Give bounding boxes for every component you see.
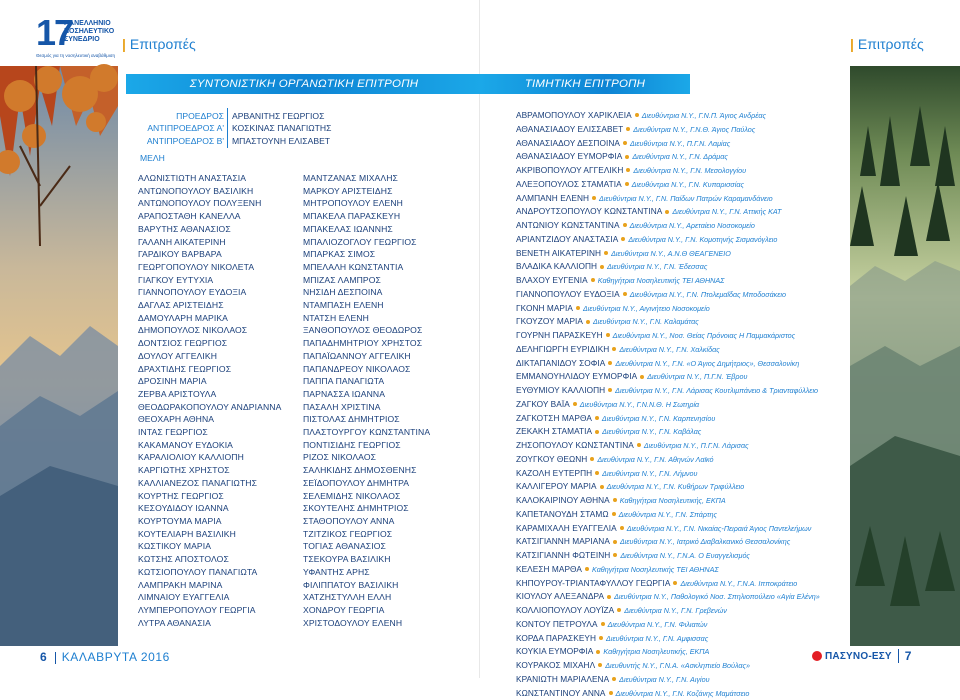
- honorary-member-row: [516, 205, 820, 219]
- member-name: ΧΡΙΣΤΟΔΟΥΛΟΥ ΕΛΕΝΗ: [303, 617, 430, 630]
- bullet-dot-icon: [635, 113, 639, 117]
- honorary-member-name: ΑΚΡΙΒΟΠΟΥΛΟΥ ΑΓΓΕΛΙΚΗ: [516, 165, 623, 175]
- member-name: ΚΩΤΣΙΟΠΟΥΛΟΥ ΠΑΝΑΓΙΩΤΑ: [138, 566, 281, 579]
- member-name: ΝΗΣΙΔΗ ΔΕΣΠΟΙΝΑ: [303, 286, 430, 299]
- member-name: ΧΑΤΖΗΣΤΥΛΛΗ ΕΛΛΗ: [303, 591, 430, 604]
- bullet-dot-icon: [621, 237, 625, 241]
- honorary-member-role: Διευθύντρια Ν.Υ., Γ.Ν. Γρεβενών: [624, 606, 727, 615]
- honorary-member-role: Διευθύντρια Ν.Υ., Αιγινήτειο Νοσοκομείο: [583, 304, 710, 313]
- member-name: ΠΑΠΑΝΔΡΕΟΥ ΝΙΚΟΛΑΟΣ: [303, 363, 430, 376]
- honorary-member-name: ΚΑΛΟΚΑΙΡΙΝΟΥ ΑΘΗΝΑ: [516, 495, 610, 505]
- member-name: ΦΙΛΙΠΠΑΤΟΥ ΒΑΣΙΛΙΚΗ: [303, 579, 430, 592]
- member-name: ΧΟΝΔΡΟΥ ΓΕΩΡΓΙΑ: [303, 604, 430, 617]
- bullet-dot-icon: [612, 677, 616, 681]
- honorary-member-row: [516, 632, 820, 646]
- honorary-member-role: Διευθύντρια Ν.Υ., Γ.Ν.Θ. Άγιος Παύλος: [633, 125, 755, 134]
- honorary-member-row: [516, 453, 820, 467]
- member-name: ΜΠΙΖΑΣ ΛΑΜΠΡΟΣ: [303, 274, 430, 287]
- honorary-member-row: [516, 563, 820, 577]
- honorary-member-row: [516, 577, 820, 591]
- bullet-dot-icon: [596, 650, 600, 654]
- officer-name: ΜΠΑΣΤΟΥΝΗ ΕΛΙΣΑΒΕΤ: [232, 135, 331, 147]
- member-name: ΘΕΟΧΑΡΗ ΑΘΗΝΑ: [138, 413, 281, 426]
- honorary-member-row: [516, 137, 820, 151]
- member-name: ΔΟΝΤΣΙΟΣ ΓΕΩΡΓΙΟΣ: [138, 337, 281, 350]
- member-name: ΣΕΛΕΜΙΔΗΣ ΝΙΚΟΛΑΟΣ: [303, 490, 430, 503]
- footer-divider: [898, 649, 899, 663]
- honorary-member-name: ΔΕΛΗΓΙΩΡΓΗ ΕΥΡΙΔΙΚΗ: [516, 344, 609, 354]
- bullet-dot-icon: [599, 636, 603, 640]
- bullet-dot-icon: [595, 416, 599, 420]
- member-name: ΑΛΩΝΙΣΤΙΩΤΗ ΑΝΑΣΤΑΣΙΑ: [138, 172, 281, 185]
- honorary-member-row: [516, 343, 820, 357]
- bullet-dot-icon: [608, 361, 612, 365]
- honorary-member-role: Διευθύντρια Ν.Υ., Γ.Ν.Ν.Θ. Η Σωτηρία: [580, 400, 699, 409]
- honorary-member-role: Διευθύντρια Ν.Υ., Γ.Ν. Κοζάνης Μαμάτσειο: [616, 689, 750, 698]
- members-column-1: [138, 172, 281, 629]
- honorary-member-name: ΔΙΚΤΑΠΑΝΙΔΟΥ ΣΟΦΙΑ: [516, 358, 605, 368]
- honorary-member-name: ΓΚΟΥΖΟΥ ΜΑΡΙΑ: [516, 316, 583, 326]
- member-name: ΛΥΜΠΕΡΟΠΟΥΛΟΥ ΓΕΩΡΓΙΑ: [138, 604, 281, 617]
- bullet-dot-icon: [613, 498, 617, 502]
- honorary-committee-banner: ΤΙΜΗΤΙΚΗ ΕΠΙΤΡΟΠΗ: [480, 74, 690, 94]
- member-name: ΠΑΠΠΑ ΠΑΝΑΓΙΩΤΑ: [303, 375, 430, 388]
- footer-event-text: ΚΑΛΑΒΡΥΤΑ 2016: [62, 650, 170, 664]
- honorary-member-row: [516, 687, 820, 700]
- honorary-member-row: [516, 467, 820, 481]
- bullet-dot-icon: [595, 430, 599, 434]
- member-name: ΠΑΡΝΑΣΣΑ ΙΩΑΝΝΑ: [303, 388, 430, 401]
- conference-logo: [36, 14, 116, 62]
- bullet-dot-icon: [626, 168, 630, 172]
- member-name: ΠΑΣΑΛΗ ΧΡΙΣΤΙΝΑ: [303, 401, 430, 414]
- honorary-member-name: ΚΟΥΡΑΚΟΣ ΜΙΧΑΗΛ: [516, 660, 595, 670]
- bullet-dot-icon: [612, 347, 616, 351]
- member-name: ΚΑΡΑΛΙΟΛΙΟΥ ΚΑΛΛΙΟΠΗ: [138, 451, 281, 464]
- honorary-member-row: [516, 384, 820, 398]
- honorary-member-row: [516, 274, 820, 288]
- honorary-member-name: ΖΟΥΓΚΟΥ ΘΕΩΝΗ: [516, 454, 587, 464]
- honorary-member-role: Διευθύντρια Ν.Υ., Γ.Ν. Έδεσσας: [607, 262, 707, 271]
- honorary-member-role: Διευθύντρια Ν.Υ., Γ.Ν. Λήμνου: [602, 469, 697, 478]
- member-name: ΡΙΖΟΣ ΝΙΚΟΛΑΟΣ: [303, 451, 430, 464]
- bullet-dot-icon: [673, 581, 677, 585]
- page-number-left: 6: [40, 650, 47, 664]
- honorary-member-name: ΑΡΙΑΝΤΖΙΔΟΥ ΑΝΑΣΤΑΣΙΑ: [516, 234, 618, 244]
- honorary-member-role: Διευθύντρια Ν.Υ., Π.Γ.Ν. Έβρου: [647, 372, 747, 381]
- member-name: ΝΤΑΜΠΑΣΗ ΕΛΕΝΗ: [303, 299, 430, 312]
- honorary-member-row: [516, 109, 820, 123]
- member-name: ΓΑΛΑΝΗ ΑΙΚΑΤΕΡΙΝΗ: [138, 236, 281, 249]
- member-name: ΜΠΑΡΚΑΣ ΣΙΜΟΣ: [303, 248, 430, 261]
- member-name: ΠΙΣΤΟΛΑΣ ΔΗΜΗΤΡΙΟΣ: [303, 413, 430, 426]
- member-name: ΜΠΑΛΙΟΖΟΓΛΟΥ ΓΕΩΡΓΙΟΣ: [303, 236, 430, 249]
- footer-right: [812, 648, 911, 664]
- honorary-member-name: ΚΑΖΟΛΗ ΕΥΤΕΡΠΗ: [516, 468, 592, 478]
- logo-number: 17: [36, 14, 72, 52]
- honorary-member-role: Διευθύντρια Ν.Υ., Α.Ν.Θ ΘΕΑΓΕΝΕΙΟ: [611, 249, 731, 258]
- honorary-member-name: ΚΗΠΟΥΡΟΥ-ΤΡΙΑΝΤΑΦΥΛΛΟΥ ΓΕΩΡΓΙΑ: [516, 578, 670, 588]
- member-name: ΚΕΣΟΥΔΙΔΟΥ ΙΩΑΝΝΑ: [138, 502, 281, 515]
- honorary-member-name: ΑΘΑΝΑΣΙΑΔΟΥ ΕΥΜΟΡΦΙΑ: [516, 151, 622, 161]
- mountain-landscape-icon: [0, 66, 118, 646]
- member-name: ΠΟΝΤΙΣΙΔΗΣ ΓΕΩΡΓΙΟΣ: [303, 439, 430, 452]
- honorary-member-row: [516, 150, 820, 164]
- honorary-member-role: Καθηγήτρια Νοσηλευτικής ΤΕΙ ΑΘΗΝΑΣ: [592, 565, 719, 574]
- member-name: ΓΙΑΝΝΟΠΟΥΛΟΥ ΕΥΔΟΞΙΑ: [138, 286, 281, 299]
- honorary-member-row: [516, 233, 820, 247]
- bullet-dot-icon: [606, 333, 610, 337]
- honorary-member-role: Διευθύντρια Ν.Υ., Π.Γ.Ν. Λάρισας: [644, 441, 749, 450]
- page-number-right: 7: [905, 649, 912, 663]
- honorary-member-name: ΚΑΡΑΜΙΧΑΛΗ ΕΥΑΓΓΕΛΙΑ: [516, 523, 617, 533]
- bullet-dot-icon: [637, 443, 641, 447]
- honorary-member-name: ΚΟΛΛΙΟΠΟΥΛΟΥ ΛΟΥΪΖΑ: [516, 605, 614, 615]
- honorary-member-name: ΚΟΡΔΑ ΠΑΡΑΣΚΕΥΗ: [516, 633, 596, 643]
- bullet-dot-icon: [665, 210, 669, 214]
- bullet-dot-icon: [598, 663, 602, 667]
- honorary-member-role: Διευθύντρια Ν.Υ., Γ.Ν.Α. Ο Ευαγγελισμός: [620, 551, 750, 560]
- member-name: ΘΕΟΔΩΡΑΚΟΠΟΥΛΟΥ ΑΝΔΡΙΑΝΝΑ: [138, 401, 281, 414]
- honorary-member-row: [516, 260, 820, 274]
- bullet-dot-icon: [590, 457, 594, 461]
- honorary-member-role: Διευθύντρια Ν.Υ., Ιατρικό Διαβαλκανικό Θεσσαλονίκης: [620, 537, 790, 546]
- brand-logo-icon: [812, 651, 822, 661]
- member-name: ΝΤΑΤΣΗ ΕΛΕΝΗ: [303, 312, 430, 325]
- bullet-dot-icon: [625, 182, 629, 186]
- honorary-member-role: Διευθύντρια Ν.Υ., Γ.Ν. Μεσολογγίου: [633, 166, 746, 175]
- member-name: ΤΣΕΚΟΥΡΑ ΒΑΣΙΛΙΚΗ: [303, 553, 430, 566]
- footer-divider: [55, 652, 56, 664]
- member-name: ΚΑΡΓΙΩΤΗΣ ΧΡΗΣΤΟΣ: [138, 464, 281, 477]
- honorary-member-role: Διευθυντής Ν.Υ., Γ.Ν.Α. «Ασκληπιείο Βούλας»: [605, 661, 750, 670]
- honorary-member-role: Διευθύντρια Ν.Υ., Γ.Ν. Κυπαρισσίας: [632, 180, 744, 189]
- honorary-member-role: Διευθύντρια Ν.Υ., Παθολογικό Νοσ. Σπηλιοπούλειο «Αγία Ελένη»: [614, 592, 820, 601]
- member-name: ΔΗΜΟΠΟΥΛΟΣ ΝΙΚΟΛΑΟΣ: [138, 324, 281, 337]
- member-name: ΑΡΑΠΟΣΤΑΘΗ ΚΑΝΕΛΛΑ: [138, 210, 281, 223]
- honorary-member-role: Διευθύντρια Ν.Υ., Αρεταίειο Νοσοκομείο: [630, 221, 755, 230]
- member-name: ΚΟΥΡΤΟΥΜΑ ΜΑΡΙΑ: [138, 515, 281, 528]
- bullet-dot-icon: [600, 265, 604, 269]
- honorary-member-role: Διευθύντρια Ν.Υ., Γ.Ν. Δράμας: [632, 152, 727, 161]
- forest-landscape-icon: [850, 66, 960, 646]
- bullet-dot-icon: [612, 512, 616, 516]
- honorary-member-name: ΑΘΑΝΑΣΙΑΔΟΥ ΔΕΣΠΟΙΝΑ: [516, 138, 620, 148]
- honorary-member-row: [516, 645, 820, 659]
- member-name: ΖΕΡΒΑ ΑΡΙΣΤΟΥΛΑ: [138, 388, 281, 401]
- member-name: ΜΠΕΛΑΛΗ ΚΩΝΣΤΑΝΤΙΑ: [303, 261, 430, 274]
- bullet-dot-icon: [600, 485, 604, 489]
- honorary-member-role: Διευθύντρια Ν.Υ., Π.Γ.Ν. Λαμίας: [630, 139, 730, 148]
- honorary-member-role: Διευθύντρια Ν.Υ., Γ.Ν. Καβάλας: [602, 427, 701, 436]
- honorary-member-name: ΓΙΑΝΝΟΠΟΥΛΟΥ ΕΥΔΟΞΙΑ: [516, 289, 620, 299]
- logo-text: ΠΑΝΕΛΛΗΝΙΟ ΝΟΣΗΛΕΥΤΙΚΟ ΣΥΝΕΔΡΙΟ: [64, 20, 114, 44]
- member-name: ΚΩΤΣΗΣ ΑΠΟΣΤΟΛΟΣ: [138, 553, 281, 566]
- honorary-member-row: [516, 370, 820, 384]
- member-name: ΔΡΟΣΙΝΗ ΜΑΡΙΑ: [138, 375, 281, 388]
- honorary-member-row: [516, 480, 820, 494]
- logo-tagline: Θεσμός για τη νοσηλευτική αναβάθμιση: [36, 53, 115, 58]
- honorary-member-role: Καθηγήτρια Νοσηλευτικής ΤΕΙ ΑΘΗΝΑΣ: [598, 276, 725, 285]
- honorary-member-row: [516, 425, 820, 439]
- page-title-left: | Επιτροπές: [122, 36, 196, 52]
- bullet-dot-icon: [604, 251, 608, 255]
- member-name: ΠΑΠΑΔΗΜΗΤΡΙΟΥ ΧΡΗΣΤΟΣ: [303, 337, 430, 350]
- officer-role: ΑΝΤΙΠΡΟΕΔΡΟΣ Β': [140, 135, 224, 147]
- bullet-dot-icon: [623, 223, 627, 227]
- member-name: ΣΚΟΥΤΕΛΗΣ ΔΗΜΗΤΡΙΟΣ: [303, 502, 430, 515]
- bullet-dot-icon: [609, 691, 613, 695]
- honorary-member-row: [516, 357, 820, 371]
- honorary-member-row: [516, 439, 820, 453]
- honorary-member-name: ΑΘΑΝΑΣΙΑΔΟΥ ΕΛΙΣΣΑΒΕΤ: [516, 124, 623, 134]
- footer-left: [40, 650, 170, 664]
- honorary-member-role: Καθηγήτρια Νοσηλευτικής, ΕΚΠΑ: [620, 496, 726, 505]
- page-title-right: | Επιτροπές: [850, 36, 924, 52]
- honorary-member-name: ΑΝΔΡΟΥΤΣΟΠΟΥΛΟΥ ΚΩΝΣΤΑΝΤΙΝΑ: [516, 206, 662, 216]
- honorary-member-name: ΒΕΝΕΤΗ ΑΙΚΑΤΕΡΙΝΗ: [516, 248, 601, 258]
- honorary-member-row: [516, 673, 820, 687]
- honorary-member-row: [516, 192, 820, 206]
- honorary-member-role: Διευθύντρια Ν.Υ., Γ.Ν. Σπάρτης: [619, 510, 717, 519]
- mountain-landscape-image-right: [850, 66, 960, 646]
- member-name: ΔΡΑΧΤΙΔΗΣ ΓΕΩΡΓΙΟΣ: [138, 363, 281, 376]
- honorary-member-name: ΖΗΣΟΠΟΥΛΟΥ ΚΩΝΣΤΑΝΤΙΝΑ: [516, 440, 634, 450]
- member-name: ΜΗΤΡΟΠΟΥΛΟΥ ΕΛΕΝΗ: [303, 197, 430, 210]
- honorary-member-row: [516, 549, 820, 563]
- honorary-member-name: ΑΛΜΠΑΝΗ ΕΛΕΝΗ: [516, 193, 589, 203]
- honorary-member-row: [516, 398, 820, 412]
- honorary-member-name: ΖΑΓΚΟΤΣΗ ΜΑΡΘΑ: [516, 413, 592, 423]
- member-name: ΜΠΑΚΕΛΑΣ ΙΩΑΝΝΗΣ: [303, 223, 430, 236]
- member-name: ΛΥΤΡΑ ΑΘΑΝΑΣΙΑ: [138, 617, 281, 630]
- officer-separator: [227, 108, 228, 148]
- member-name: ΓΙΑΓΚΟΥ ΕΥΤΥΧΙΑ: [138, 274, 281, 287]
- honorary-member-name: ΖΑΓΚΟΥ ΒΑΪΑ: [516, 399, 570, 409]
- member-name: ΚΟΥΡΤΗΣ ΓΕΩΡΓΙΟΣ: [138, 490, 281, 503]
- officer-name: ΑΡΒΑΝΙΤΗΣ ΓΕΩΡΓΙΟΣ: [232, 110, 331, 122]
- member-name: ΜΠΑΚΕΛΑ ΠΑΡΑΣΚΕΥΗ: [303, 210, 430, 223]
- honorary-member-role: Διευθύντρια Ν.Υ., Γ.Ν.Α. Ιπποκράτειο: [680, 579, 797, 588]
- member-name: ΒΑΡΥΤΗΣ ΑΘΑΝΑΣΙΟΣ: [138, 223, 281, 236]
- honorary-member-name: ΖΕΚΑΚΗ ΣΤΑΜΑΤΙΑ: [516, 426, 592, 436]
- bullet-dot-icon: [625, 155, 629, 159]
- honorary-member-name: ΚΑΤΣΙΓΙΑΝΝΗ ΜΑΡΙΑΝΑ: [516, 536, 610, 546]
- honorary-member-name: ΚΡΑΝΙΩΤΗ ΜΑΡΙΑΛΕΝΑ: [516, 674, 609, 684]
- honorary-member-role: Καθηγήτρια Νοσηλευτικής, ΕΚΠΑ: [603, 647, 709, 656]
- honorary-member-name: ΓΟΥΡΝΗ ΠΑΡΑΣΚΕΥΗ: [516, 330, 603, 340]
- honorary-member-row: [516, 508, 820, 522]
- member-name: ΞΑΝΘΟΠΟΥΛΟΣ ΘΕΟΔΩΡΟΣ: [303, 324, 430, 337]
- officer-role: ΑΝΤΙΠΡΟΕΔΡΟΣ Α': [140, 122, 224, 134]
- honorary-member-role: Διευθύντρια Ν.Υ., Νοσ. Θείας Πρόνοιας Η Παμμακάριστος: [613, 331, 796, 340]
- honorary-member-name: ΑΝΤΩΝΙΟΥ ΚΩΝΣΤΑΝΤΙΝΑ: [516, 220, 620, 230]
- honorary-member-name: ΚΟΝΤΟΥ ΠΕΤΡΟΥΛΑ: [516, 619, 598, 629]
- honorary-member-name: ΒΛΑΧΟΥ ΕΥΓΕΝΙΑ: [516, 275, 588, 285]
- honorary-member-row: [516, 315, 820, 329]
- member-name: ΤΖΙΤΖΙΚΟΣ ΓΕΩΡΓΙΟΣ: [303, 528, 430, 541]
- member-name: ΙΝΤΑΣ ΓΕΩΡΓΙΟΣ: [138, 426, 281, 439]
- honorary-member-row: [516, 659, 820, 673]
- member-name: ΜΑΝΤΖΑΝΑΣ ΜΙΧΑΛΗΣ: [303, 172, 430, 185]
- member-name: ΛΑΜΠΡΑΚΗ ΜΑΡΙΝΑ: [138, 579, 281, 592]
- mountain-landscape-image-left: [0, 66, 118, 646]
- officer-names: [232, 110, 331, 147]
- honorary-member-role: Διευθύντρια Ν.Υ., Γ.Ν. Καρπενησίου: [602, 414, 715, 423]
- bullet-dot-icon: [608, 388, 612, 392]
- honorary-member-name: ΑΛΕΞΟΠΟΥΛΟΣ ΣΤΑΜΑΤΙΑ: [516, 179, 622, 189]
- honorary-member-row: [516, 164, 820, 178]
- member-name: ΠΛΑΣΤΟΥΡΓΟΥ ΚΩΝΣΤΑΝΤΙΝΑ: [303, 426, 430, 439]
- honorary-member-name: ΒΛΑΔΙΚΑ ΚΑΛΛΙΟΠΗ: [516, 261, 597, 271]
- honorary-member-name: ΕΜΜΑΝΟΥΗΛΙΔΟΥ ΕΥΜΟΡΦΙΑ: [516, 371, 637, 381]
- officer-role: ΠΡΟΕΔΡΟΣ: [140, 110, 224, 122]
- bullet-dot-icon: [592, 196, 596, 200]
- honorary-member-name: ΑΒΡΑΜΟΠΟΥΛΟΥ ΧΑΡΙΚΛΕΙΑ: [516, 110, 632, 120]
- honorary-member-row: [516, 247, 820, 261]
- honorary-member-name: ΚΑΤΣΙΓΙΑΝΝΗ ΦΩΤΕΙΝΗ: [516, 550, 610, 560]
- honorary-member-role: Διευθύντρια Ν.Υ., Γ.Ν. Πτολεμαΐδας Μποδοσάκειο: [630, 290, 786, 299]
- honorary-member-role: Διευθύντρια Ν.Υ., Γ.Ν. Νικαίας-Πειραιά Άγιος Παντελεήμων: [627, 524, 812, 533]
- honorary-member-role: Διευθύντρια Ν.Υ., Γ.Ν. Αμφισσας: [606, 634, 708, 643]
- honorary-member-role: Διευθύντρια Ν.Υ., Γ.Ν. Αθηνών Λαϊκό: [597, 455, 713, 464]
- honorary-member-role: Διευθύντρια Ν.Υ., Γ.Ν. Καλαμάτας: [593, 317, 699, 326]
- honorary-member-role: Διευθύντρια Ν.Υ., Γ.Ν. Λάρισας Κουτλιμπάνειο & Τριανταφύλλειο: [615, 386, 818, 395]
- honorary-member-role: Διευθύντρια Ν.Υ., Γ.Ν.Π. Άγιος Ανδρέας: [642, 111, 766, 120]
- honorary-member-role: Διευθύντρια Ν.Υ., Γ.Ν. «Ο Άγιος Δημήτριος», Θεσσαλονίκη: [615, 359, 799, 368]
- member-name: ΑΝΤΩΝΟΠΟΥΛΟΥ ΠΟΛΥΞΕΝΗ: [138, 197, 281, 210]
- member-name: ΑΝΤΩΝΟΠΟΥΛΟΥ ΒΑΣΙΛΙΚΗ: [138, 185, 281, 198]
- member-name: ΣΕΪΔΟΠΟΥΛΟΥ ΔΗΜΗΤΡΑ: [303, 477, 430, 490]
- member-name: ΓΑΡΔΙΚΟΥ ΒΑΡΒΑΡΑ: [138, 248, 281, 261]
- officer-name: ΚΟΣΚΙΝΑΣ ΠΑΝΑΓΙΩΤΗΣ: [232, 122, 331, 134]
- bullet-dot-icon: [623, 141, 627, 145]
- bullet-dot-icon: [591, 278, 595, 282]
- honorary-member-role: Διευθύντρια Ν.Υ., Γ.Ν. Χαλκίδας: [619, 345, 719, 354]
- member-name: ΠΑΠΑΪΩΑΝΝΟΥ ΑΓΓΕΛΙΚΗ: [303, 350, 430, 363]
- bullet-dot-icon: [613, 553, 617, 557]
- bullet-dot-icon: [573, 402, 577, 406]
- bullet-dot-icon: [620, 526, 624, 530]
- honorary-member-name: ΚΙΟΥΛΟΥ ΑΛΕΞΑΝΔΡΑ: [516, 591, 604, 601]
- member-name: ΔΑΓΛΑΣ ΑΡΙΣΤΕΙΔΗΣ: [138, 299, 281, 312]
- honorary-member-name: ΕΥΘΥΜΙΟΥ ΚΑΛΛΙΟΠΗ: [516, 385, 605, 395]
- member-name: ΓΕΩΡΓΟΠΟΥΛΟΥ ΝΙΚΟΛΕΤΑ: [138, 261, 281, 274]
- title-bar-mark: |: [850, 36, 854, 52]
- member-name: ΛΙΜΝΑΙΟΥ ΕΥΑΓΓΕΛΙΑ: [138, 591, 281, 604]
- honorary-member-name: ΚΕΛΕΣΗ ΜΑΡΘΑ: [516, 564, 582, 574]
- honorary-member-row: [516, 604, 820, 618]
- honorary-member-role: Διευθύντρια Ν.Υ., Γ.Ν. Αττικής ΚΑΤ: [672, 207, 781, 216]
- bullet-dot-icon: [585, 567, 589, 571]
- honorary-member-role: Διευθύντρια Ν.Υ., Γ.Ν. Κυθήρων Τριφύλλειο: [607, 482, 745, 491]
- members-column-2: [303, 172, 430, 629]
- honorary-member-name: ΚΩΝΣΤΑΝΤΙΝΟΥ ΑΝΝΑ: [516, 688, 606, 698]
- member-name: ΚΩΣΤΙΚΟΥ ΜΑΡΙΑ: [138, 540, 281, 553]
- honorary-member-row: [516, 123, 820, 137]
- honorary-member-role: Διευθύντρια Ν.Υ., Γ.Ν. Αιγίου: [619, 675, 709, 684]
- honorary-member-role: Διευθύντρια Ν.Υ., Γ.Ν. Φιλιατών: [608, 620, 708, 629]
- bullet-dot-icon: [626, 127, 630, 131]
- member-name: ΚΑΚΑΜΑΝΟΥ ΕΥΔΟΚΙΑ: [138, 439, 281, 452]
- member-name: ΣΤΑΘΟΠΟΥΛΟΥ ΑΝΝΑ: [303, 515, 430, 528]
- organizing-committee-banner: ΣΥΝΤΟΝΙΣΤΙΚΗ ΟΡΓΑΝΩΤΙΚΗ ΕΠΙΤΡΟΠΗ: [126, 74, 482, 94]
- honorary-member-row: [516, 618, 820, 632]
- member-name: ΥΦΑΝΤΗΣ ΑΡΗΣ: [303, 566, 430, 579]
- member-name: ΜΑΡΚΟΥ ΑΡΙΣΤΕΙΔΗΣ: [303, 185, 430, 198]
- bullet-dot-icon: [623, 292, 627, 296]
- officer-roles: [140, 110, 224, 147]
- bullet-dot-icon: [617, 608, 621, 612]
- member-name: ΔΑΜΟΥΛΑΡΗ ΜΑΡΙΚΑ: [138, 312, 281, 325]
- honorary-member-row: [516, 522, 820, 536]
- bullet-dot-icon: [576, 306, 580, 310]
- member-name: ΚΟΥΤΕΛΙΑΡΗ ΒΑΣΙΛΙΚΗ: [138, 528, 281, 541]
- bullet-dot-icon: [607, 595, 611, 599]
- members-label: ΜΕΛΗ: [140, 153, 165, 163]
- member-name: ΚΑΛΛΙΑΝΕΖΟΣ ΠΑΝΑΓΙΩΤΗΣ: [138, 477, 281, 490]
- honorary-member-row: [516, 412, 820, 426]
- title-bar-mark: |: [122, 36, 126, 52]
- honorary-member-row: [516, 219, 820, 233]
- bullet-dot-icon: [586, 320, 590, 324]
- honorary-member-role: Διευθύντρια Ν.Υ., Γ.Ν. Παίδων Πατρών Καραμανδάνειο: [599, 194, 773, 203]
- member-name: ΤΟΓΙΑΣ ΑΘΑΝΑΣΙΟΣ: [303, 540, 430, 553]
- honorary-member-row: [516, 494, 820, 508]
- honorary-member-row: [516, 178, 820, 192]
- honorary-member-row: [516, 288, 820, 302]
- bullet-dot-icon: [613, 540, 617, 544]
- bullet-dot-icon: [640, 375, 644, 379]
- bullet-dot-icon: [601, 622, 605, 626]
- honorary-member-role: Διευθύντρια Ν.Υ., Γ.Ν. Κομοτηνής Σισμανόγλειο: [628, 235, 777, 244]
- honorary-member-name: ΚΑΠΕΤΑΝΟΥΔΗ ΣΤΑΜΩ: [516, 509, 609, 519]
- bullet-dot-icon: [595, 471, 599, 475]
- honorary-member-row: [516, 535, 820, 549]
- member-name: ΣΑΛΗΚΙΔΗΣ ΔΗΜΟΣΘΕΝΗΣ: [303, 464, 430, 477]
- page-divider: [479, 0, 480, 678]
- honorary-committee-list: [516, 109, 820, 700]
- honorary-member-row: [516, 329, 820, 343]
- member-name: ΔΟΥΛΟΥ ΑΓΓΕΛΙΚΗ: [138, 350, 281, 363]
- honorary-member-name: ΚΑΛΛΙΓΕΡΟΥ ΜΑΡΙΑ: [516, 481, 597, 491]
- honorary-member-name: ΓΚΟΝΗ ΜΑΡΙΑ: [516, 303, 573, 313]
- honorary-member-name: ΚΟΥΚΙΑ ΕΥΜΟΡΦΙΑ: [516, 646, 593, 656]
- honorary-member-row: [516, 590, 820, 604]
- brand-name: ΠΑΣΥΝΟ-ΕΣΥ: [825, 651, 892, 662]
- honorary-member-row: [516, 302, 820, 316]
